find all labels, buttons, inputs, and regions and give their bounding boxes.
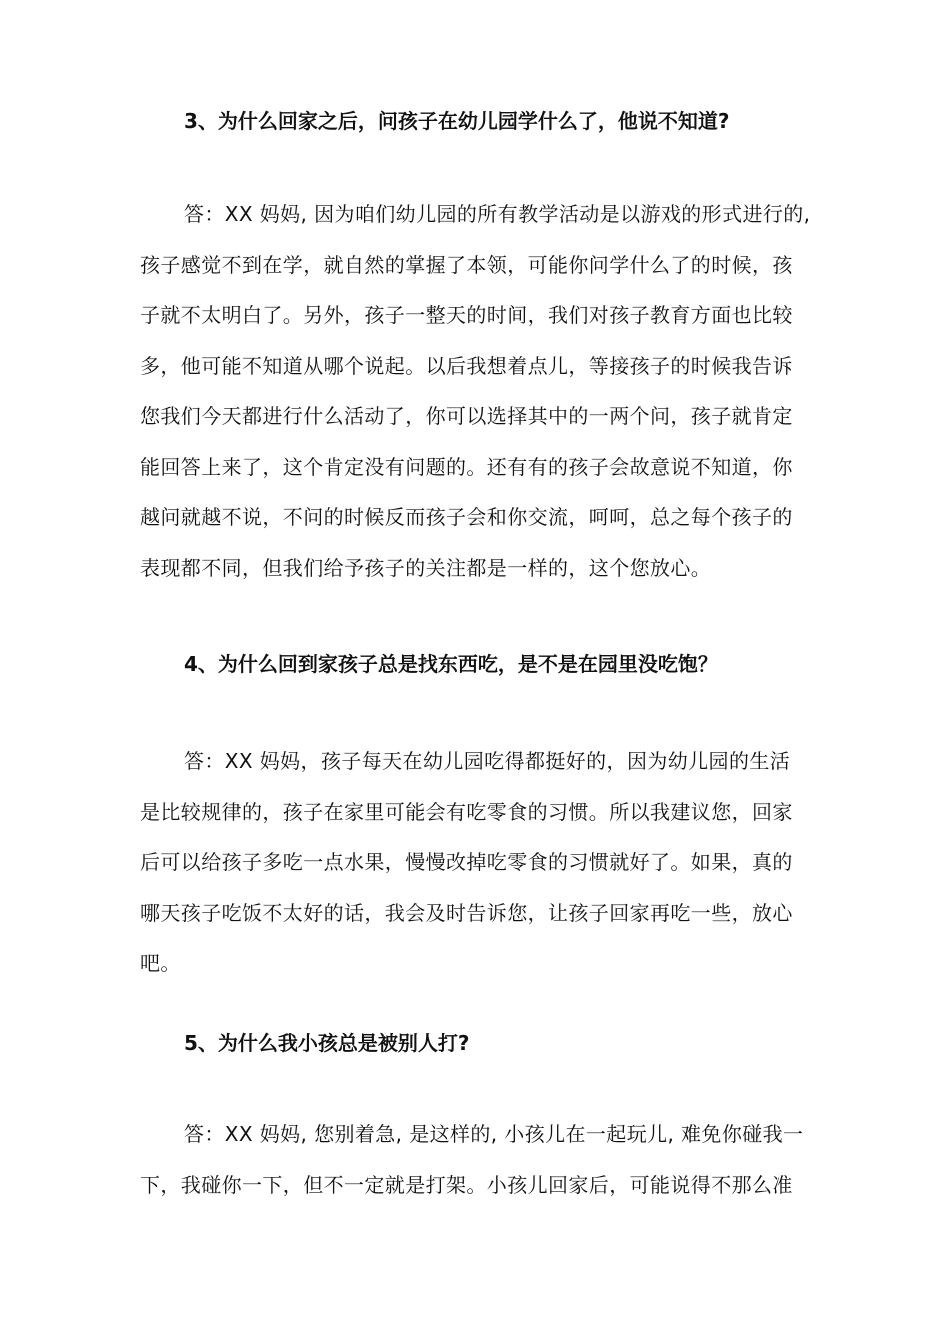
answer-paragraph-5 xyxy=(140,1109,830,1210)
answer-line: 后可以给孩子多吃一点水果，慢慢改掉吃零食的习惯就好了。如果，真的 xyxy=(140,850,793,874)
answer-line: 您我们今天都进行什么活动了，你可以选择其中的一两个问，孩子就肯定 xyxy=(140,404,793,428)
answer-line: 越问就越不说，不问的时候反而孩子会和你交流，呵呵，总之每个孩子的 xyxy=(140,505,793,529)
answer-line: 下，我碰你一下，但不一定就是打架。小孩儿回家后，可能说得不那么准 xyxy=(140,1172,793,1197)
answer-line: 答：XX 妈妈, 您别着急, 是这样的, 小孩儿在一起玩儿, 难免你碰我一 xyxy=(184,1122,804,1146)
answer-line: 表现都不同，但我们给予孩子的关注都是一样的，这个您放心。 xyxy=(140,555,712,580)
answer-paragraph-3 xyxy=(140,189,830,593)
answer-line: 哪天孩子吃饭不太好的话，我会及时告诉您，让孩子回家再吃一些，放心 xyxy=(140,900,793,925)
question-heading-5: 5、为什么我小孩总是被别人打? xyxy=(184,1031,470,1055)
answer-paragraph-4 xyxy=(140,736,830,989)
question-heading-4: 4、为什么回到家孩子总是找东西吃，是不是在园里没吃饱？ xyxy=(184,652,718,676)
answer-line: 孩子感觉不到在学，就自然的掌握了本领，可能你问学什么了的时候，孩 xyxy=(140,252,793,277)
answer-line: 答：XX 妈妈, 因为咱们幼儿园的所有教学活动是以游戏的形式进行的, xyxy=(184,202,811,226)
answer-line: 是比较规律的，孩子在家里可能会有吃零食的习惯。所以我建议您，回家 xyxy=(140,799,793,824)
answer-line: 答：XX 妈妈，孩子每天在幼儿园吃得都挺好的，因为幼儿园的生活 xyxy=(184,749,791,773)
answer-line: 多，他可能不知道从哪个说起。以后我想着点儿，等接孩子的时候我告诉 xyxy=(140,353,793,378)
answer-line: 吧。 xyxy=(140,951,181,975)
answer-line: 子就不太明白了。另外，孩子一整天的时间，我们对孩子教育方面也比较 xyxy=(140,303,793,327)
answer-line: 能回答上来了，这个肯定没有问题的。还有有的孩子会故意说不知道，你 xyxy=(140,454,793,479)
question-heading-3: 3、为什么回家之后，问孩子在幼儿园学什么了，他说不知道? xyxy=(184,109,730,133)
